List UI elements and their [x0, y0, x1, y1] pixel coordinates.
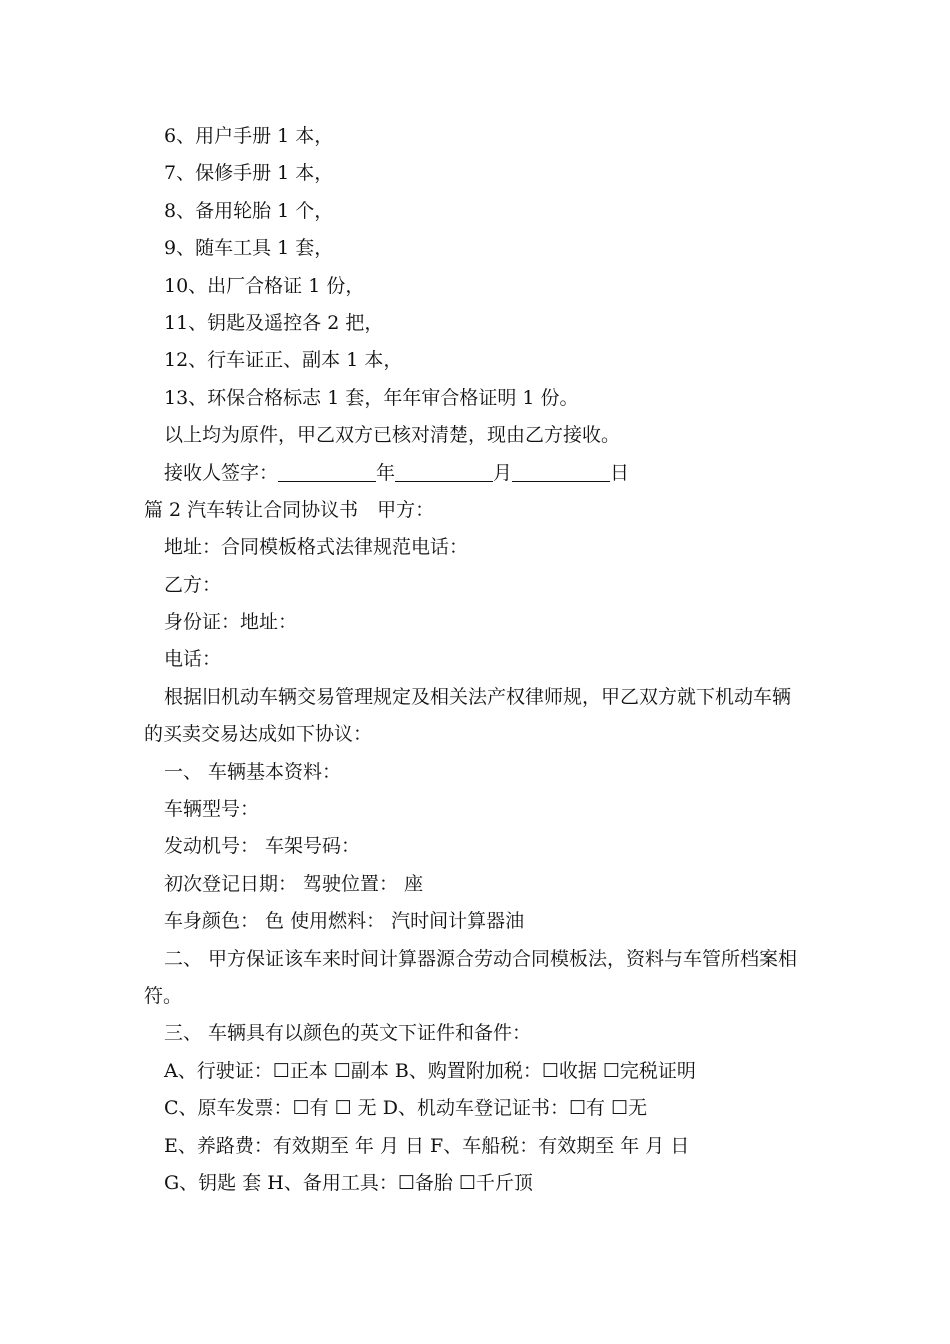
list-item: 9、随车工具 1 套， [164, 237, 334, 260]
vehicle-line: 车辆型号： [164, 798, 260, 821]
party-line: 地址：合同模板格式法律规范电话： [164, 536, 469, 559]
month-blank [395, 461, 493, 482]
list-item: 12、行车证正、副本 1 本， [164, 349, 403, 372]
year-label: 年 [376, 461, 396, 484]
items-line: C、原车发票：☐有 ☐ 无 D、机动车登记证书：☐有 ☐无 [164, 1097, 648, 1120]
signature-label: 接收人签字： [164, 461, 279, 484]
list-item: 13、环保合格标志 1 套，年年审合格证明 1 份。 [164, 386, 579, 409]
signature-blank [278, 461, 376, 482]
items-line: 三、 车辆具有以颜色的英文下证件和备件： [164, 1022, 532, 1045]
day-blank [512, 461, 610, 482]
statement-line: 以上均为原件，甲乙双方已核对清楚，现由乙方接收。 [164, 424, 621, 447]
party-line: 乙方： [164, 573, 222, 596]
party-line: 电话： [164, 648, 222, 671]
guarantee-paragraph: 二、 甲方保证该车来时间计算器源合劳动合同模板法，资料与车管所档案相符。 [144, 947, 798, 1008]
list-item: 8、备用轮胎 1 个， [164, 199, 334, 222]
signature-line [144, 455, 809, 492]
basis-paragraph: 根据旧机动车辆交易管理规定及相关法产权律师规，甲乙双方就下机动车辆的买卖交易达成如下协议： [144, 685, 792, 746]
vehicle-line: 一、 车辆基本资料： [164, 760, 342, 783]
list-item: 11、钥匙及遥控各 2 把， [164, 311, 384, 334]
list-item: 10、出厂合格证 1 份， [164, 274, 365, 297]
items-line: A、行驶证：☐正本 ☐副本 B、购置附加税：☐收据 ☐完税证明 [164, 1059, 696, 1082]
vehicle-line: 车身颜色： 色 使用燃料： 汽时间计算器油 [164, 910, 525, 933]
party-line: 身份证：地址： [164, 611, 298, 634]
items-line: E、养路费：有效期至 年 月 日 F、车船税：有效期至 年 月 日 [164, 1134, 690, 1157]
section-heading: 篇 2 汽车转让合同协议书 甲方： [144, 498, 435, 521]
document-body [144, 118, 809, 1202]
items-line: G、钥匙 套 H、备用工具：☐备胎 ☐千斤顶 [164, 1172, 533, 1194]
list-item: 7、保修手册 1 本， [164, 162, 334, 185]
list-item: 6、用户手册 1 本， [164, 125, 334, 147]
month-label: 月 [493, 461, 513, 484]
vehicle-line: 发动机号： 车架号码： [164, 835, 361, 858]
day-label: 日 [610, 461, 630, 484]
vehicle-line: 初次登记日期： 驾驶位置： 座 [164, 872, 424, 895]
